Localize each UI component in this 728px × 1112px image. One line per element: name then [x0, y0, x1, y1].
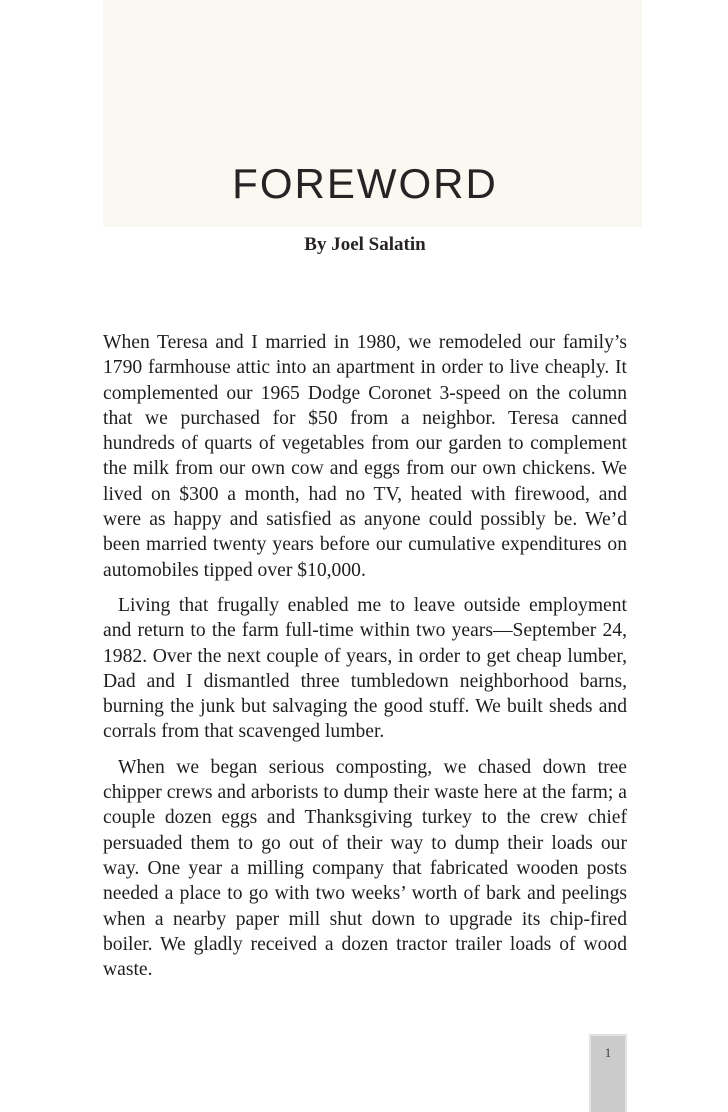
body-text — [103, 330, 627, 982]
page-number: 1 — [604, 1045, 612, 1060]
paragraph: When we began serious composting, we chased down tree chipper crews and arborists to dump their waste here at the farm; a couple dozen eggs and Thanksgiving turkey to the crew chief persuaded them to go out of their way to dump their loads our way. One year a milling company that fabricated wooden posts needed a place to go with two weeks’ worth of bark and peelings when a nearby paper mill shut down to upgrade its chip-fired boiler. We gladly received a dozen tractor trailer loads of wood waste. — [103, 756, 627, 981]
chapter-title: FOREWORD — [232, 160, 498, 207]
folio-tab — [589, 1034, 627, 1112]
byline: By Joel Salatin — [304, 234, 426, 255]
paragraph: Living that frugally enabled me to leave outside employment and return to the farm full-time within two years—September 24, 1982. Over the next couple of years, in order to get cheap lumber, Dad and I dismantled three tumbledown neighborhood barns, burning the junk but salvaging the good stuff. We built sheds and corrals from that scavenged lumber. — [103, 594, 627, 743]
paragraph: When Teresa and I married in 1980, we remodeled our family’s 1790 farmhouse attic into an apartment in order to live cheaply. It complemented our 1965 Dodge Coronet 3-speed on the column that we purchased for $50 from a neighbor. Teresa canned hundreds of quarts of vegetables from our garden to complement the milk from our own cow and eggs from our own chickens. We lived on $300 a month, had no TV, heated with firewood, and were as happy and satisfied as anyone could possibly be. We’d been married twenty years before our cumulative expenditures on automobiles tipped over $10,000. — [103, 332, 627, 581]
